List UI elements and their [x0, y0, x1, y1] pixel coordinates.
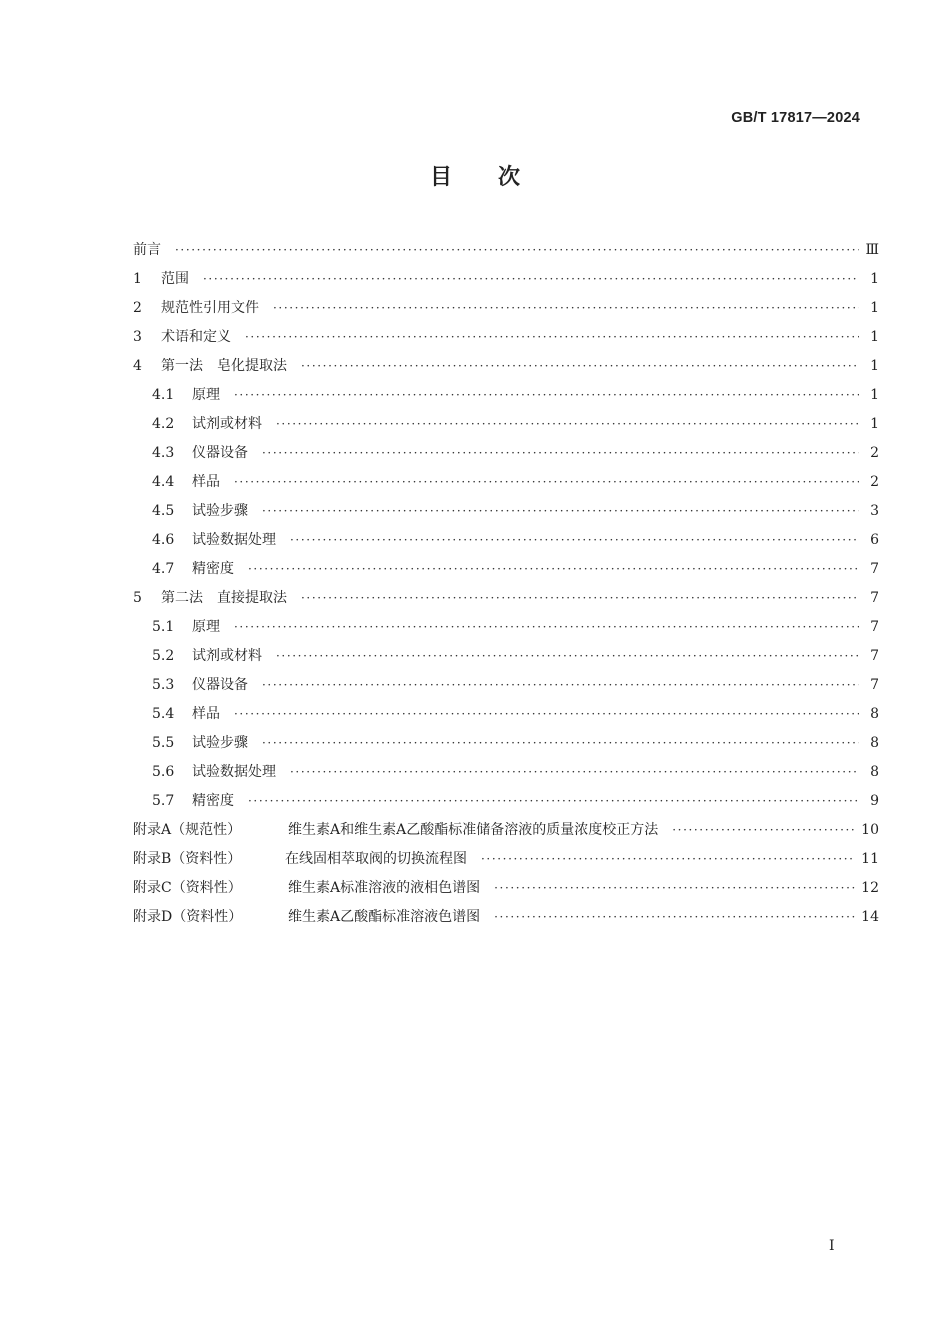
toc-entry-number: 4.7 — [152, 561, 175, 577]
standard-code: GB/T 17817—2024 — [731, 110, 860, 126]
toc-entry-label: 仪器设备 — [192, 445, 248, 461]
toc-entry-5-3[interactable] — [133, 674, 879, 703]
toc-entry-page: 1 — [870, 416, 879, 432]
toc-entry-label: 精密度 — [192, 561, 234, 577]
toc-entry-5-7[interactable] — [133, 790, 879, 819]
toc-entry-number: 5.6 — [152, 764, 175, 780]
toc-entry-4-3[interactable] — [133, 442, 879, 471]
toc-leader-dots — [494, 881, 855, 895]
toc-entry-page: 6 — [870, 532, 879, 548]
toc-annex-c[interactable] — [133, 877, 879, 906]
page-folio: Ⅰ — [829, 1238, 835, 1254]
toc-annex-label: 维生素A乙酸酯标准溶液色谱图 — [288, 909, 481, 925]
toc-leader-dots — [290, 765, 859, 779]
toc-entry-number: 4.1 — [152, 387, 175, 403]
toc-leader-dots — [248, 794, 859, 808]
toc-entry-page: 3 — [870, 503, 879, 519]
toc-entry-page: 2 — [870, 474, 879, 490]
toc-entry-label: 原理 — [192, 387, 220, 403]
toc-entry-label: 原理 — [192, 619, 220, 635]
page-title — [0, 160, 950, 191]
toc-entry-page: 2 — [870, 445, 879, 461]
toc-annex-page: 12 — [861, 880, 879, 896]
toc-entry-label: 术语和定义 — [161, 329, 231, 345]
toc-entry-number: 4.6 — [152, 532, 175, 548]
toc-annex-number: 附录D（资料性） — [133, 909, 243, 925]
toc-entry-label: 前言 — [133, 242, 161, 258]
toc-entry-5-6[interactable] — [133, 761, 879, 790]
toc-leader-dots — [494, 910, 855, 924]
toc-annex-label: 维生素A标准溶液的液相色谱图 — [288, 880, 481, 896]
toc-entry-page: 1 — [870, 358, 879, 374]
toc-leader-dots — [245, 330, 859, 344]
toc-entry-page: 1 — [870, 300, 879, 316]
toc-entry-label: 试验步骤 — [192, 503, 248, 519]
toc-entry-number: 3 — [133, 329, 142, 345]
title-char-2: 次 — [498, 165, 521, 190]
toc-entry-page: 7 — [870, 648, 879, 664]
toc-entry-page: Ⅲ — [865, 242, 879, 258]
toc-annex-b[interactable] — [133, 848, 879, 877]
toc-entry-page: 7 — [870, 677, 879, 693]
toc-leader-dots — [301, 591, 859, 605]
table-of-contents — [133, 239, 879, 935]
toc-entry-number: 4.3 — [152, 445, 175, 461]
toc-entry-number: 2 — [133, 300, 142, 316]
toc-entry-number: 4.2 — [152, 416, 175, 432]
toc-leader-dots — [301, 359, 859, 373]
toc-entry-page: 7 — [870, 619, 879, 635]
toc-entry-3[interactable] — [133, 326, 879, 355]
toc-leader-dots — [481, 852, 855, 866]
toc-entry-label: 样品 — [192, 706, 220, 722]
toc-entry-page: 8 — [870, 764, 879, 780]
toc-annex-number: 附录A（规范性） — [133, 822, 242, 838]
toc-entry-label: 规范性引用文件 — [161, 300, 259, 316]
toc-entry-5-2[interactable] — [133, 645, 879, 674]
toc-entry-page: 1 — [870, 271, 879, 287]
toc-entry-label: 试验步骤 — [192, 735, 248, 751]
toc-entry-number: 5.1 — [152, 619, 175, 635]
toc-entry-label: 第一法 皂化提取法 — [161, 358, 287, 374]
toc-annex-page: 14 — [861, 909, 879, 925]
toc-leader-dots — [262, 736, 859, 750]
toc-leader-dots — [262, 504, 859, 518]
toc-entry-4[interactable] — [133, 355, 879, 384]
toc-entry-5-1[interactable] — [133, 616, 879, 645]
toc-annex-a[interactable] — [133, 819, 879, 848]
toc-annex-page: 10 — [861, 822, 879, 838]
toc-leader-dots — [290, 533, 859, 547]
toc-entry-4-2[interactable] — [133, 413, 879, 442]
toc-entry-4-5[interactable] — [133, 500, 879, 529]
toc-entry-page: 1 — [870, 329, 879, 345]
toc-annex-number: 附录C（资料性） — [133, 880, 242, 896]
toc-entry-label: 试验数据处理 — [192, 532, 276, 548]
toc-entry-label: 试剂或材料 — [192, 416, 262, 432]
toc-entry-page: 7 — [870, 590, 879, 606]
toc-leader-dots — [234, 620, 859, 634]
toc-entry-label: 试验数据处理 — [192, 764, 276, 780]
toc-annex-label: 在线固相萃取阀的切换流程图 — [285, 851, 467, 867]
toc-entry-label: 试剂或材料 — [192, 648, 262, 664]
toc-entry-number: 5.5 — [152, 735, 175, 751]
toc-entry-4-1[interactable] — [133, 384, 879, 413]
toc-entry-page: 7 — [870, 561, 879, 577]
toc-entry-label: 样品 — [192, 474, 220, 490]
toc-leader-dots — [175, 243, 859, 257]
toc-entry-number: 5.2 — [152, 648, 175, 664]
toc-entry-number: 5 — [133, 590, 142, 606]
toc-annex-page: 11 — [861, 851, 879, 867]
toc-leader-dots — [276, 417, 859, 431]
toc-entry-label: 仪器设备 — [192, 677, 248, 693]
toc-leader-dots — [203, 272, 859, 286]
toc-entry-number: 1 — [133, 271, 142, 287]
toc-entry-number: 4.4 — [152, 474, 175, 490]
toc-entry-number: 4.5 — [152, 503, 175, 519]
toc-entry-number: 5.4 — [152, 706, 175, 722]
toc-annex-number: 附录B（资料性） — [133, 851, 242, 867]
toc-entry-label: 范围 — [161, 271, 189, 287]
toc-entry-page: 9 — [870, 793, 879, 809]
toc-annex-label: 维生素A和维生素A乙酸酯标准储备溶液的质量浓度校正方法 — [288, 822, 659, 838]
toc-entry-1[interactable] — [133, 268, 879, 297]
toc-entry-4-7[interactable] — [133, 558, 879, 587]
toc-leader-dots — [273, 301, 859, 315]
toc-entry-page: 1 — [870, 387, 879, 403]
toc-entry-page: 8 — [870, 706, 879, 722]
toc-entry-number: 5.7 — [152, 793, 175, 809]
toc-entry-5-5[interactable] — [133, 732, 879, 761]
toc-entry-4-4[interactable] — [133, 471, 879, 500]
title-char-1: 目 — [429, 165, 452, 190]
toc-entry-label: 精密度 — [192, 793, 234, 809]
toc-annex-d[interactable] — [133, 906, 879, 935]
toc-entry-label: 第二法 直接提取法 — [161, 590, 287, 606]
toc-entry-2[interactable] — [133, 297, 879, 326]
toc-entry-4-6[interactable] — [133, 529, 879, 558]
toc-leader-dots — [262, 446, 859, 460]
toc-entry-page: 8 — [870, 735, 879, 751]
toc-entry-number: 4 — [133, 358, 142, 374]
toc-leader-dots — [248, 562, 859, 576]
toc-entry-foreword[interactable] — [133, 239, 879, 268]
toc-leader-dots — [262, 678, 859, 692]
toc-entry-5[interactable] — [133, 587, 879, 616]
toc-leader-dots — [234, 475, 859, 489]
toc-leader-dots — [276, 649, 859, 663]
toc-leader-dots — [234, 707, 859, 721]
toc-leader-dots — [672, 823, 855, 837]
toc-entry-number: 5.3 — [152, 677, 175, 693]
toc-entry-5-4[interactable] — [133, 703, 879, 732]
toc-leader-dots — [234, 388, 859, 402]
